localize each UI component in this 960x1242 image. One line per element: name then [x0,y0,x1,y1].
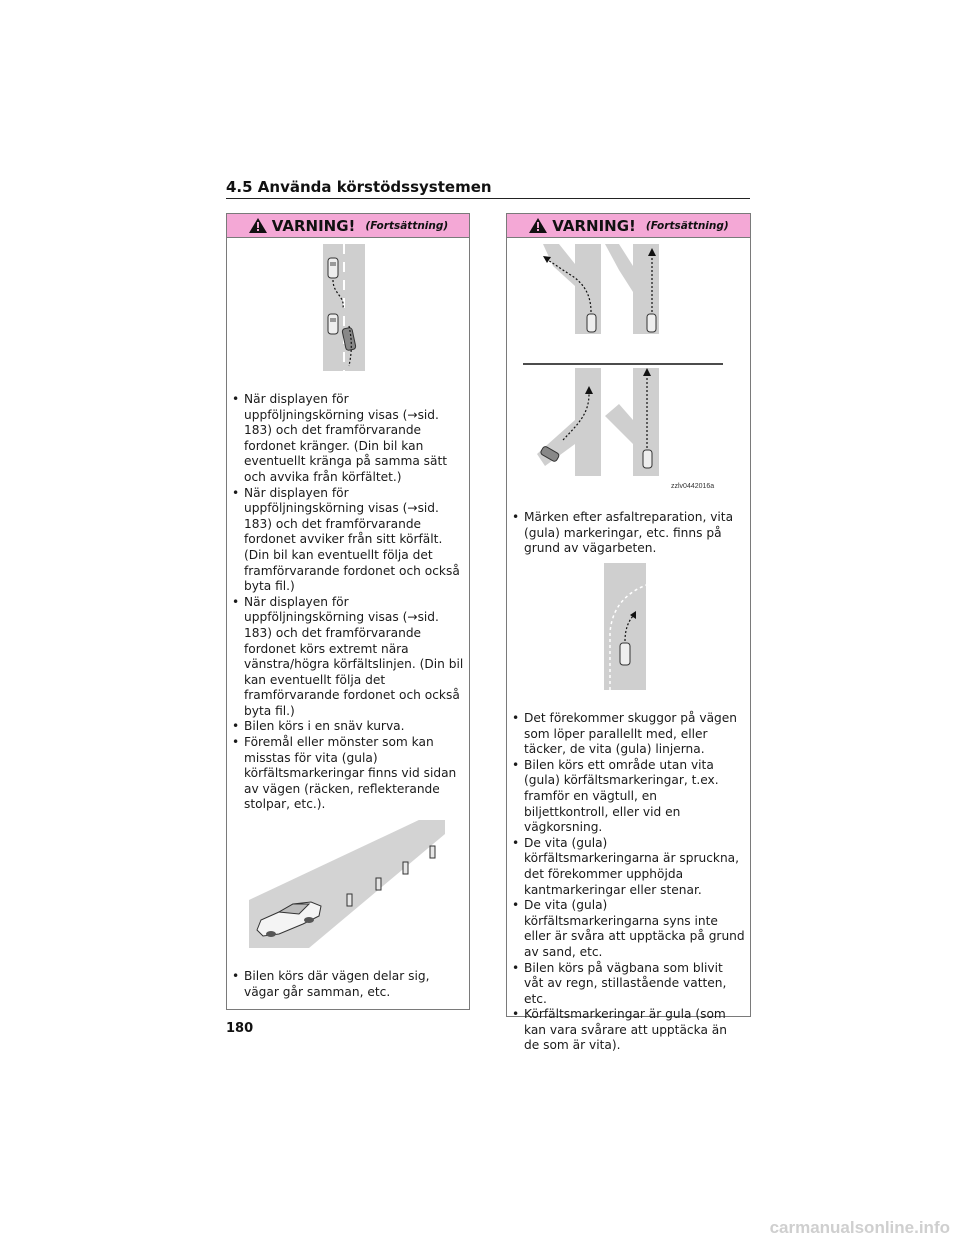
page-number: 180 [226,1021,254,1036]
right-top-bullet-list [509,510,745,557]
warning-triangle-icon [528,217,548,234]
list-item: • Bilen körs ett område utan vita (gula) körfältsmarkeringar, t.ex. framför en vägtull, en biljettkontroll, eller vid en vägkorsning. [509,758,745,836]
figure-code: zzlv0442016a [671,483,715,490]
left-bottom-bullet-list [229,969,465,1000]
list-item: • Det förekommer skuggor på vägen som löper parallellt med, eller täcker, de vita (gula) linjerna. [509,711,745,758]
list-item: • De vita (gula) körfältsmarkeringarna syns inte eller är svåra att upptäcka på grund av sand, etc. [509,898,745,960]
right-bullet-list [509,711,745,1054]
warning-label: VARNING! [271,216,356,235]
swerving-vehicle-illustration [323,244,365,371]
warning-triangle-icon [248,217,268,234]
list-item: • Föremål eller mönster som kan misstas för vita (gula) körfältsmarkeringar finns vid sidan av vägen (räcken, reflekterande stolpar, etc.). [229,735,465,813]
left-bullet-list [229,392,465,813]
warning-box-right [506,213,751,1053]
watermark: carmanualsonline.info [769,1218,950,1237]
warning-continuation: (Fortsättning) [645,219,729,232]
roadside-reflector-posts-illustration [249,820,445,948]
warning-continuation: (Fortsättning) [365,219,449,232]
warning-box-left [226,213,470,1010]
road-work-markings-illustration [604,563,662,690]
header-divider [226,198,750,199]
list-item: • Bilen körs i en snäv kurva. [229,719,465,735]
list-item: • När displayen för uppföljningskörning visas (→sid. 183) och det framförvarande fordonet körs extremt nära vänstra/högra körfältslinjen. (Din bil kan eventuellt följa det framförvarande fordonet och också byta fil.) [229,595,465,720]
list-item: • När displayen för uppföljningskörning visas (→sid. 183) och det framförvarande fordonet kränger. (Din bil kan eventuellt kränga på samma sätt och avvika från körfältet.) [229,392,465,486]
list-item: • Körfältsmarkeringar är gula (som kan vara svårare att upptäcka än de som är vita). [509,1007,745,1054]
list-item: • Bilen körs där vägen delar sig, vägar går samman, etc. [229,969,465,1000]
list-item: • Bilen körs på vägbana som blivit våt av regn, stillastående vatten, etc. [509,961,745,1008]
warning-header-right [507,214,750,238]
list-item: • Märken efter asfaltreparation, vita (gula) markeringar, etc. finns på grund av vägarbeten. [509,510,745,557]
section-title: 4.5 Använda körstödssystemen [226,178,492,196]
warning-header-left [227,214,469,238]
road-split-merge-illustration [523,244,731,490]
list-item: • När displayen för uppföljningskörning visas (→sid. 183) och det framförvarande fordonet avviker från sitt körfält. (Din bil kan eventuellt följa det framförvarande fordonet och också byta fil.) [229,486,465,595]
warning-label: VARNING! [552,216,636,235]
list-item: • De vita (gula) körfältsmarkeringarna är spruckna, det förekommer upphöjda kantmarkeringar eller stenar. [509,836,745,898]
